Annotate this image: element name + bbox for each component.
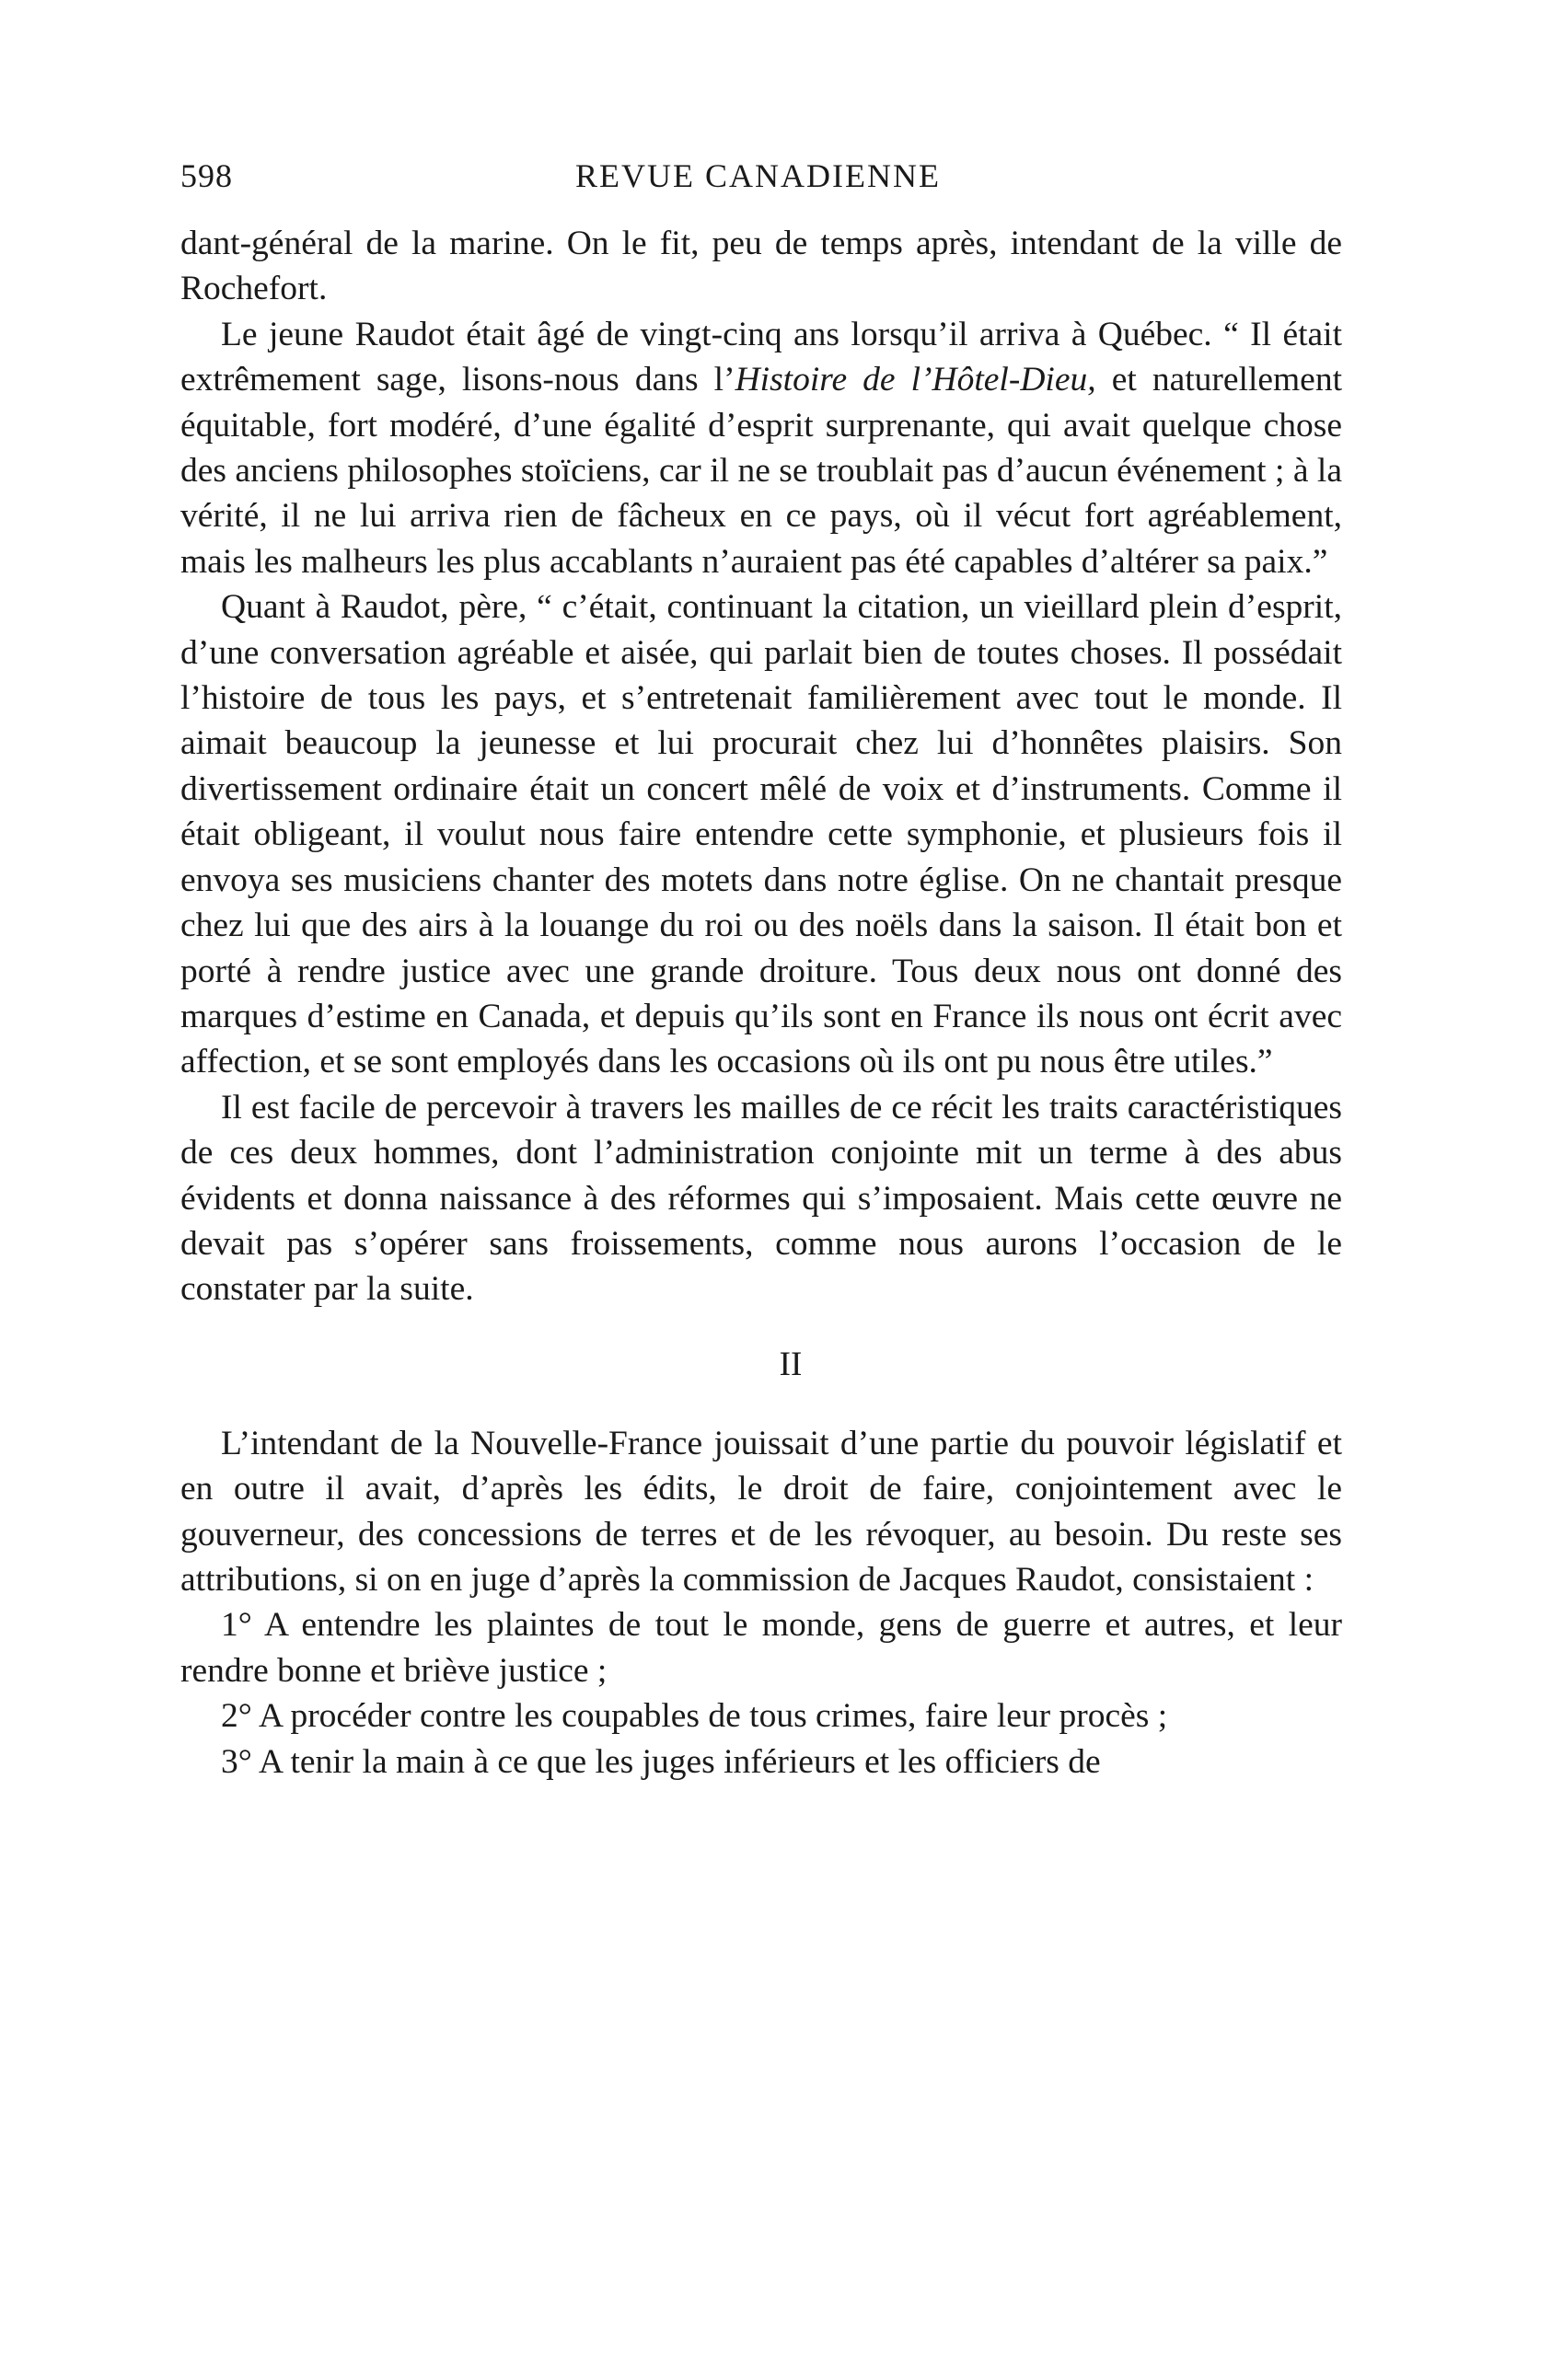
paragraph-1 <box>180 221 1342 312</box>
section-paragraph-4: 3° A tenir la main à ce que les juges inférieurs et les officiers de <box>221 1742 1101 1781</box>
book-title-italic: Histoire de l’Hôtel-Dieu, <box>735 361 1096 399</box>
paragraph-text: et naturellement équitable, fort modéré, d’une égalité d’esprit surprenante, qui avait quelque chose des anciens philosophes stoïciens, car il ne se troublait pas d’aucun événement ; à la vérité, il ne lui arriva rien de fâcheux en ce pays, où il vécut fort agréablement, mais les malheurs les plus accablants n’auraient pas été capables d’altérer sa paix.” <box>180 361 1342 581</box>
page-header <box>180 156 1342 201</box>
section-paragraph-3: 2° A procéder contre les coupables de tous crimes, faire leur procès ; <box>221 1697 1168 1736</box>
paragraph-text: Le jeune Raudot était âgé de vingt-cinq ans lorsqu’il arriva à Québec. “ Il était extrêmement sage, lisons-nous dans l’ <box>180 315 1342 399</box>
paragraph-4 <box>180 1085 1342 1312</box>
running-title: REVUE CANADIENNE <box>575 157 941 194</box>
section-heading: II <box>779 1345 803 1383</box>
section-paragraph-1: L’intendant de la Nouvelle-France jouissait d’une partie du pouvoir législatif et en outre il avait, d’après les édits, le droit de faire, conjointement avec le gouverneur, des concessions de terres et de les révoquer, au besoin. Du reste ses attributions, si on en juge d’après la commission de Jacques Raudot, consistaient : <box>180 1424 1342 1599</box>
paragraph-2 <box>180 312 1342 584</box>
paragraph-text: Il est facile de percevoir à travers les mailles de ce récit les traits caractéristiques de ces deux hommes, dont l’administration conjointe mit un terme à des abus évidents et donna naissance à des réformes qui s’imposaient. Mais cette œuvre ne devait pas s’opérer sans froissements, comme nous aurons l’occasion de le constater par la suite. <box>180 1088 1342 1309</box>
paragraph-3 <box>180 584 1342 1084</box>
paragraph-text: Quant à Raudot, père, “ c’était, continuant la citation, un vieillard plein d’esprit, d’une conversation agréable et aisée, qui parlait bien de toutes choses. Il possédait l’histoire de tous les pays, et s’entretenait familièrement avec tout le monde. Il aimait beaucoup la jeunesse et lui procurait chez lui d’honnêtes plaisirs. Son divertissement ordinaire était un concert mêlé de voix et d’instruments. Comme il était obligeant, il voulut nous faire entendre cette symphonie, et plusieurs fois il envoya ses musiciens chanter des motets dans notre église. On ne chantait presque chez lui que des airs à la louange du roi ou des noëls dans la saison. Il était bon et porté à rendre justice avec une grande droiture. Tous deux nous ont donné des marques d’estime en Canada, et depuis qu’ils sont en France ils nous ont écrit avec affection, et se sont employés dans les occasions où ils ont pu nous être utiles.” <box>180 588 1342 1081</box>
book-page <box>180 156 1342 1785</box>
section-paragraph-2: 1° A entendre les plaintes de tout le monde, gens de guerre et autres, et leur rendre bonne et briève justice ; <box>180 1606 1342 1690</box>
page-number: 598 <box>180 157 233 194</box>
paragraph-text: dant-général de la marine. On le fit, peu de temps après, intendant de la ville de Rochefort. <box>180 225 1342 308</box>
